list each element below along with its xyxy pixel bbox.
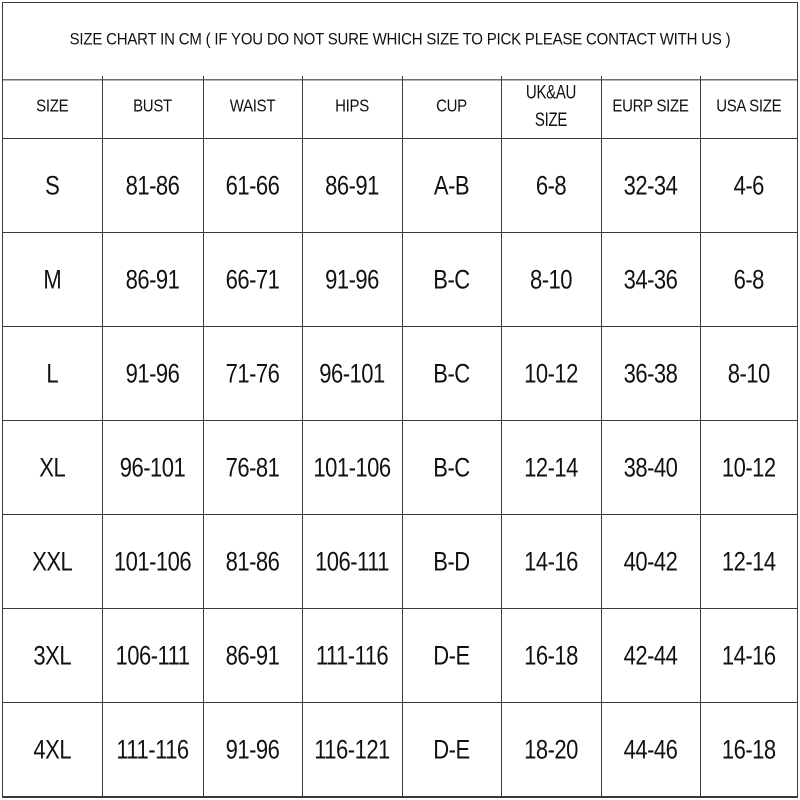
cell-cup: A-B <box>402 139 501 233</box>
cell-bust: 106-111 <box>102 609 203 703</box>
cell-waist: 66-71 <box>203 233 302 327</box>
cell-hips: 106-111 <box>302 515 402 609</box>
cell-usa-size: 10-12 <box>700 421 797 515</box>
chart-title-text: SIZE CHART IN CM ( IF YOU DO NOT SURE WHICH SIZE TO PICK PLEASE CONTACT WITH US ) <box>69 29 731 49</box>
header-size: SIZE <box>3 76 102 139</box>
cell-size: XXL <box>3 515 102 609</box>
cell-hips: 116-121 <box>302 703 402 797</box>
cell-waist: 61-66 <box>203 139 302 233</box>
table-row <box>3 421 797 515</box>
cell-size: 4XL <box>3 703 102 797</box>
cell-size: L <box>3 327 102 421</box>
cell-eurp-size: 44-46 <box>601 703 700 797</box>
header-uk-au-size <box>501 76 601 139</box>
table-row <box>3 139 797 233</box>
cell-uk-au-size: 16-18 <box>501 609 601 703</box>
cell-waist: 81-86 <box>203 515 302 609</box>
cell-bust: 91-96 <box>102 327 203 421</box>
cell-uk-au-size: 6-8 <box>501 139 601 233</box>
header-hips: HIPS <box>302 76 402 139</box>
cell-usa-size: 4-6 <box>700 139 797 233</box>
cell-uk-au-size: 12-14 <box>501 421 601 515</box>
size-chart <box>2 2 798 798</box>
size-table <box>3 76 797 797</box>
cell-uk-au-size: 14-16 <box>501 515 601 609</box>
table-row <box>3 515 797 609</box>
cell-hips: 101-106 <box>302 421 402 515</box>
cell-eurp-size: 42-44 <box>601 609 700 703</box>
cell-cup: D-E <box>402 703 501 797</box>
cell-cup: D-E <box>402 609 501 703</box>
table-row <box>3 609 797 703</box>
cell-waist: 76-81 <box>203 421 302 515</box>
cell-eurp-size: 34-36 <box>601 233 700 327</box>
cell-usa-size: 16-18 <box>700 703 797 797</box>
cell-uk-au-size: 18-20 <box>501 703 601 797</box>
cell-bust: 101-106 <box>102 515 203 609</box>
header-bust: BUST <box>102 76 203 139</box>
cell-size: 3XL <box>3 609 102 703</box>
cell-eurp-size: 38-40 <box>601 421 700 515</box>
cell-waist: 86-91 <box>203 609 302 703</box>
chart-title <box>3 2 797 80</box>
cell-hips: 91-96 <box>302 233 402 327</box>
cell-uk-au-size: 8-10 <box>501 233 601 327</box>
cell-uk-au-size: 10-12 <box>501 327 601 421</box>
cell-hips: 96-101 <box>302 327 402 421</box>
cell-cup: B-C <box>402 327 501 421</box>
cell-usa-size: 12-14 <box>700 515 797 609</box>
cell-size: M <box>3 233 102 327</box>
size-rows <box>3 139 797 797</box>
header-eurp-size: EURP SIZE <box>601 76 700 139</box>
cell-size: XL <box>3 421 102 515</box>
cell-waist: 71-76 <box>203 327 302 421</box>
cell-cup: B-C <box>402 233 501 327</box>
header-uk-au-line2: SIZE <box>534 108 568 132</box>
cell-bust: 81-86 <box>102 139 203 233</box>
cell-usa-size: 6-8 <box>700 233 797 327</box>
header-uk-au-line1: UK&AU <box>525 81 577 104</box>
table-row <box>3 233 797 327</box>
cell-cup: B-C <box>402 421 501 515</box>
header-cup: CUP <box>402 76 501 139</box>
cell-bust: 111-116 <box>102 703 203 797</box>
table-row <box>3 327 797 421</box>
cell-waist: 91-96 <box>203 703 302 797</box>
cell-bust: 86-91 <box>102 233 203 327</box>
header-waist: WAIST <box>203 76 302 139</box>
table-row <box>3 703 797 797</box>
cell-cup: B-D <box>402 515 501 609</box>
cell-size: S <box>3 139 102 233</box>
cell-eurp-size: 32-34 <box>601 139 700 233</box>
cell-usa-size: 14-16 <box>700 609 797 703</box>
cell-usa-size: 8-10 <box>700 327 797 421</box>
cell-hips: 86-91 <box>302 139 402 233</box>
cell-eurp-size: 40-42 <box>601 515 700 609</box>
cell-bust: 96-101 <box>102 421 203 515</box>
header-row <box>3 76 797 139</box>
cell-hips: 111-116 <box>302 609 402 703</box>
header-usa-size: USA SIZE <box>700 76 797 139</box>
cell-eurp-size: 36-38 <box>601 327 700 421</box>
